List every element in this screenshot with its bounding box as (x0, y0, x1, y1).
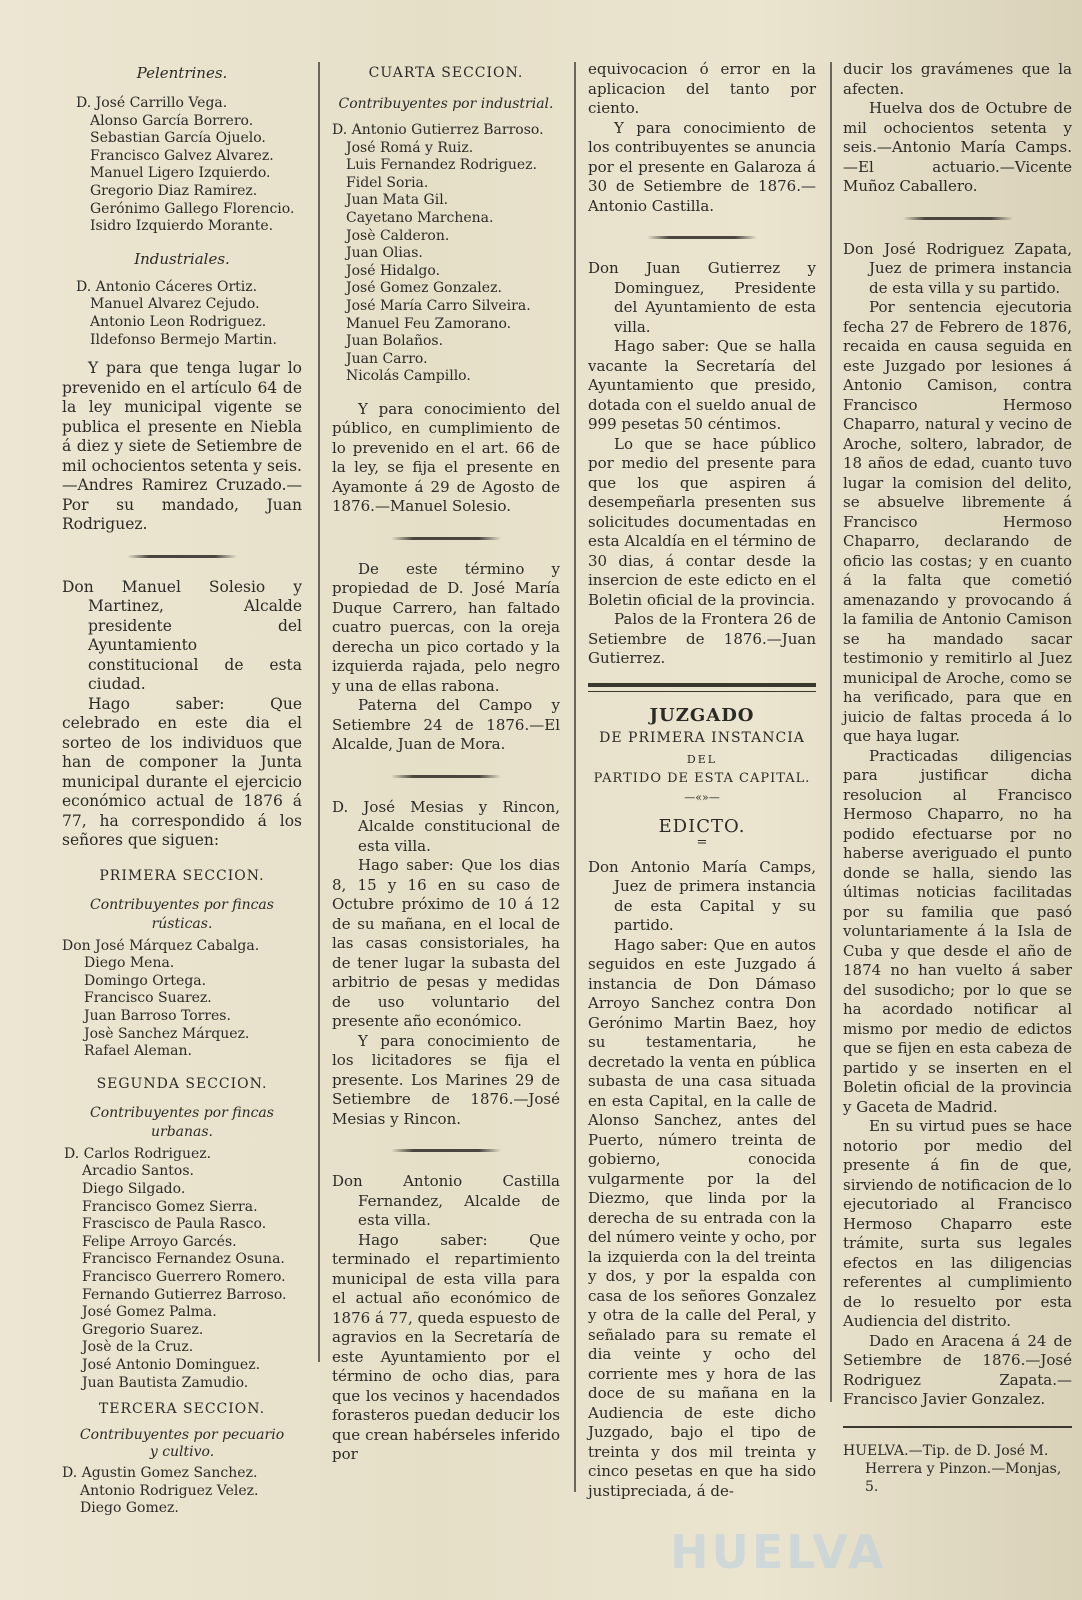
paragraph-paterna-2: Paterna del Campo y Setiembre 24 de 1876.—El Alcalde, Juan de Mora. (332, 696, 560, 754)
heading-juzgado: JUZGADO (649, 704, 755, 726)
list-item: Juan Carro. (346, 350, 428, 367)
list-item: Diego Silgado. (82, 1180, 186, 1197)
list-item: Juan Barroso Torres. (84, 1008, 231, 1024)
paragraph-camps-1: Hago saber: Que en autos seguidos en este Juzgado á instancia de Don Dámaso Arroyo Sanchez contra Don Gerónimo Martin Baez, hoy su testamentaria, he decretado la venta en pública subasta de una casa situada en esta Capital, en la calle de Alonso Sanchez, antes del Puerto, número treinta de gobierno, conocida vulgarmente por la del Diezmo, que linda por la derecha de su entrada con la del número veinte y ocho, por la izquierda con la del treinta y dos, y por la espalda con casa de los señores Gonzalez y otra de la calle del Peral, y señalado para su remate el dia veinte y ocho del corriente mes y hora de las doce de su mañana en la Audiencia de este dicho Juzgado, bajo el tipo de treinta y dos mil treinta y cinco pesetas en que ha sido justipreciada, á de- (588, 935, 816, 1500)
list-item: Cayetano Marchena. (346, 209, 494, 226)
heading-industriales: Industriales. (134, 249, 230, 268)
paragraph-palos-title: Don Juan Gutierrez y Dominguez, Presidente del Ayuntamiento de esta villa. (588, 259, 816, 336)
column-4 (843, 60, 1072, 1496)
list-item: Francisco Guerrero Romero. (82, 1268, 286, 1285)
paragraph-paterna-1: De este término y propiedad de D. José María Duque Carrero, han faltado cuatro puercas, con la oreja derecha un pico cortado y la izquierda rajada, pelo negro y una de ellas rabona. (332, 559, 560, 695)
paragraph-camps-title: Don Antonio María Camps, Juez de primera instancia de esta Capital y su partido. (588, 857, 816, 934)
list-item: Sebastian García Ojuelo. (90, 130, 266, 147)
list-item: José Antonio Dominguez. (82, 1356, 261, 1373)
paragraph-huelva: Huelva dos de Octubre de mil ochocientos setenta y seis.—Antonio María Camps.—El actuario.—Vicente Muñoz Caballero. (843, 99, 1072, 195)
list-item: Manuel Alvarez Cejudo. (90, 296, 260, 313)
column-rule-3 (830, 62, 832, 1402)
list-item: Josè Calderon. (346, 227, 450, 244)
paragraph-solesio-title: Don Manuel Solesio y Martinez, Alcalde presidente del Ayuntamiento constitucional de esta ciudad. (62, 577, 302, 694)
list-item: Antonio Leon Rodriguez. (90, 313, 267, 330)
list-item: José Romá y Ruiz. (346, 139, 474, 156)
separator (903, 217, 1013, 220)
list-item: Felipe Arroyo Garcés. (82, 1233, 237, 1250)
paragraph-mesias-1: Hago saber: Que los dias 8, 15 y 16 en su caso de Octubre próximo de 10 á 12 de su mañana, en el local de las casas consistoriales, ha de tener lugar la subasta del arbitrio de pesas y medidas de uso voluntario del presente año económico. (332, 856, 560, 1031)
paragraph-zapata-2: Practicadas diligencias para justificar dicha resolucion al Francisco Hermoso Chaparro, no ha podido efectuarse por no haberse averiguado el punto donde se halla, siendo las últimas noticias facilitadas por su familia que pasó voluntariamente á la Isla de Cuba y que desde el año de 1874 no han vuelto á saber del susodicho; por lo que se ha acordado notificar al mismo por medio de edictos que se fijen en esta cabeza de partido y se inserten en el Boletin oficial de la provincia y Gaceta de Madrid. (843, 746, 1072, 1116)
list-item: Francisco Suarez. (84, 990, 212, 1007)
list-item: José Gomez Palma. (82, 1304, 217, 1321)
list-item: Don José Márquez Cabalga. (62, 937, 260, 954)
list-item: Luis Fernandez Rodriguez. (346, 157, 537, 174)
watermark-logo: HUELVA (670, 1525, 887, 1579)
list-item: Josè de la Cruz. (82, 1339, 194, 1356)
list-rusticas (62, 938, 302, 1061)
heading-partido: PARTIDO DE ESTA CAPITAL. (593, 770, 811, 786)
list-item: Juan Olias. (346, 245, 423, 262)
paragraph-castilla-title: Don Antonio Castilla Fernandez, Alcalde de esta villa. (332, 1172, 560, 1230)
column-rule-2 (574, 62, 576, 1492)
separator (391, 1149, 501, 1152)
separator (647, 236, 757, 239)
heading-industrial: Contribuyentes por industrial. (338, 96, 554, 112)
list-item: José Hidalgo. (346, 262, 441, 279)
column-1 (62, 60, 302, 1518)
paragraph-zapata-title: Don José Rodriguez Zapata, Juez de primera instancia de esta villa y su partido. (843, 239, 1072, 297)
list-item: Frascisco de Paula Rasco. (82, 1216, 267, 1233)
heading-pecuario: Contribuyentes por pecuario y cultivo. (79, 1427, 285, 1461)
thick-rule (588, 683, 816, 687)
heading-urbanas: Contribuyentes por fincas urbanas. (90, 1104, 274, 1140)
list-item: Nicolás Campillo. (346, 368, 471, 385)
list-pelentrines (62, 95, 302, 236)
list-item: Gregorio Suarez. (82, 1321, 204, 1338)
separator (391, 775, 501, 778)
paragraph-continued: ducir los gravámenes que la afecten. (843, 60, 1072, 98)
list-item: Francisco Gomez Sierra. (82, 1198, 258, 1215)
column-rule-1 (318, 62, 320, 1362)
heading-segunda-seccion: SEGUNDA SECCION. (96, 1075, 268, 1092)
heading-edicto: EDICTO. (658, 815, 746, 837)
list-item: Juan Bautista Zamudio. (82, 1374, 249, 1391)
list-item: Rafael Aleman. (84, 1043, 192, 1060)
list-urbanas (62, 1146, 302, 1392)
paragraph-castilla-2: Y para conocimiento de los contribuyentes se anuncia por el presente en Galaroza á 30 de Setiembre de 1876.—Antonio Castilla. (588, 118, 816, 215)
paragraph-solesio-body: Hago saber: Que celebrado en este dia el sorteo de los individuos que han de componer la Junta municipal durante el ejercicio económico actual de 1876 á 77, ha correspondido á los señores que siguen: (62, 694, 302, 850)
rule (843, 1426, 1072, 1428)
ornament: —«»— (684, 790, 720, 804)
list-item: Gregorio Diaz Ramirez. (90, 182, 258, 199)
list-item: Fidel Soria. (346, 174, 429, 191)
list-item: D. Agustin Gomez Sanchez. (62, 1465, 258, 1482)
paragraph-castilla-1: Hago saber: Que terminado el repartimiento municipal de esta villa para el actual año económico de 1876 á 77, queda espuesto de agravios en la Secretaría de este Ayuntamiento por el término de ocho dias, para que los vecinos y hacendados forasteros puedan deducir los que crean habérseles inferido por (332, 1230, 560, 1464)
paragraph-palos-3: Palos de la Frontera 26 de Setiembre de 1876.—Juan Gutierrez. (588, 610, 816, 667)
separator (391, 537, 501, 540)
list-item: José María Carro Silveira. (346, 297, 531, 314)
heading-cuarta-seccion: CUARTA SECCION. (368, 65, 524, 81)
heading-tercera-seccion: TERCERA SECCION. (98, 1401, 266, 1418)
list-item: Manuel Feu Zamorano. (346, 315, 512, 332)
list-item: Diego Mena. (84, 955, 175, 972)
list-item: Alonso García Borrero. (90, 112, 254, 129)
list-item: D. Antonio Gutierrez Barroso. (332, 122, 544, 138)
list-item: Gerónimo Gallego Florencio. (90, 200, 295, 217)
list-item: Arcadio Santos. (82, 1163, 194, 1180)
ornament-equals: = (696, 834, 708, 850)
column-3 (588, 60, 816, 1501)
list-item: Manuel Ligero Izquierdo. (90, 165, 271, 182)
paragraph-castilla-continued: equivocacion ó error en la aplicacion del tanto por ciento. (588, 60, 816, 117)
list-item: Domingo Ortega. (84, 972, 207, 989)
paragraph-zapata-1: Por sentencia ejecutoria fecha 27 de Febrero de 1876, recaida en causa seguida en este Juzgado por lesiones á Antonio Camison, contra Francisco Hermoso Chaparro, natural y vecino de Aroche, soltero, labrador, de 18 años de edad, cuanto tuvo lugar la comision del delito, se absuelve libremente á Francisco Hermoso Chaparro, declarando de oficio las costas; y en cuanto á la falta que cometió amenazando y provocando á la familia de Antonio Camison se ha mandado sacar testimonio y remitirlo al Juez municipal de Aroche, como se ha verificado, para que en juicio de faltas proceda á lo que haya lugar. (843, 298, 1072, 745)
list-item: Josè Sanchez Márquez. (84, 1025, 250, 1042)
heading-del: DEL (686, 752, 718, 766)
list-industrial (332, 122, 560, 386)
paragraph-palos-2: Lo que se hace público por medio del presente para que los que aspiren á desempeñarla presenten sus solicitudes documentadas en esta Alcaldía en el término de 30 dias, á contar desde la insercion de este edicto en el Boletin oficial de la provincia. (588, 434, 816, 609)
list-item: Juan Bolaños. (346, 333, 444, 350)
list-item: José Gomez Gonzalez. (346, 280, 502, 297)
heading-pelentrines: Pelentrines. (136, 64, 228, 82)
list-item: D. José Carrillo Vega. (76, 95, 228, 111)
paragraph-zapata-3: En su virtud pues se hace notorio por medio del presente á fin de que, sirviendo de notificacion de lo ejecutoriado al Francisco Hermoso Chaparro este trámite, surta sus legales efectos en las diligencias referentes al cumplimiento de lo resuelto por esta Audiencia del distrito. (843, 1117, 1072, 1330)
list-item: Fernando Gutierrez Barroso. (82, 1286, 287, 1303)
list-item: Diego Gomez. (80, 1500, 179, 1517)
paragraph-mesias-2: Y para conocimiento de los licitadores se fija el presente. Los Marines 29 de Setiembre de 1876.—José Mesias y Rincon. (332, 1031, 560, 1128)
paragraph-zapata-4: Dado en Aracena á 24 de Setiembre de 1876.—José Rodriguez Zapata.—Francisco Javier Gonzalez. (843, 1331, 1072, 1408)
list-item: Ildefonso Bermejo Martin. (90, 331, 277, 348)
list-item: Francisco Galvez Alvarez. (90, 147, 274, 164)
list-item: Isidro Izquierdo Morante. (90, 218, 274, 235)
list-item: D. Antonio Cáceres Ortiz. (76, 278, 258, 295)
paragraph-mesias-title: D. José Mesias y Rincon, Alcalde constitucional de esta villa. (332, 797, 560, 855)
heading-rusticas: Contribuyentes por fincas rústicas. (90, 896, 274, 932)
heading-primera-instancia: DE PRIMERA INSTANCIA (599, 729, 805, 746)
list-industriales (62, 279, 302, 349)
column-2 (332, 60, 560, 1465)
printer-imprint: HUELVA.—Tip. de D. José M. Herrera y Pinzon.—Monjas, 5. (843, 1442, 1062, 1495)
list-pecuario (62, 1465, 302, 1518)
list-item: Antonio Rodriguez Velez. (80, 1482, 259, 1499)
separator (127, 555, 237, 558)
heading-primera-seccion: PRIMERA SECCION. (99, 867, 265, 884)
thin-rule (588, 691, 816, 692)
list-item: D. Carlos Rodriguez. (64, 1145, 212, 1162)
paragraph-palos-1: Hago saber: Que se halla vacante la Secretaría del Ayuntamiento que presido, dotada con el sueldo anual de 999 pesetas 50 céntimos. (588, 337, 816, 433)
paragraph-ayamonte: Y para conocimiento del público, en cumplimiento de lo prevenido en el art. 66 de la ley, se fija el presente en Ayamonte á 29 de Agosto de 1876.—Manuel Solesio. (332, 399, 560, 516)
paragraph-niebla: Y para que tenga lugar lo prevenido en el artículo 64 de la ley municipal vigente se publica el presente en Niebla á diez y siete de Setiembre de mil ochocientos setenta y seis.—Andres Ramirez Cruzado.—Por su mandado, Juan Rodriguez. (62, 359, 302, 534)
list-item: Francisco Fernandez Osuna. (82, 1251, 285, 1268)
list-item: Juan Mata Gil. (346, 192, 449, 209)
